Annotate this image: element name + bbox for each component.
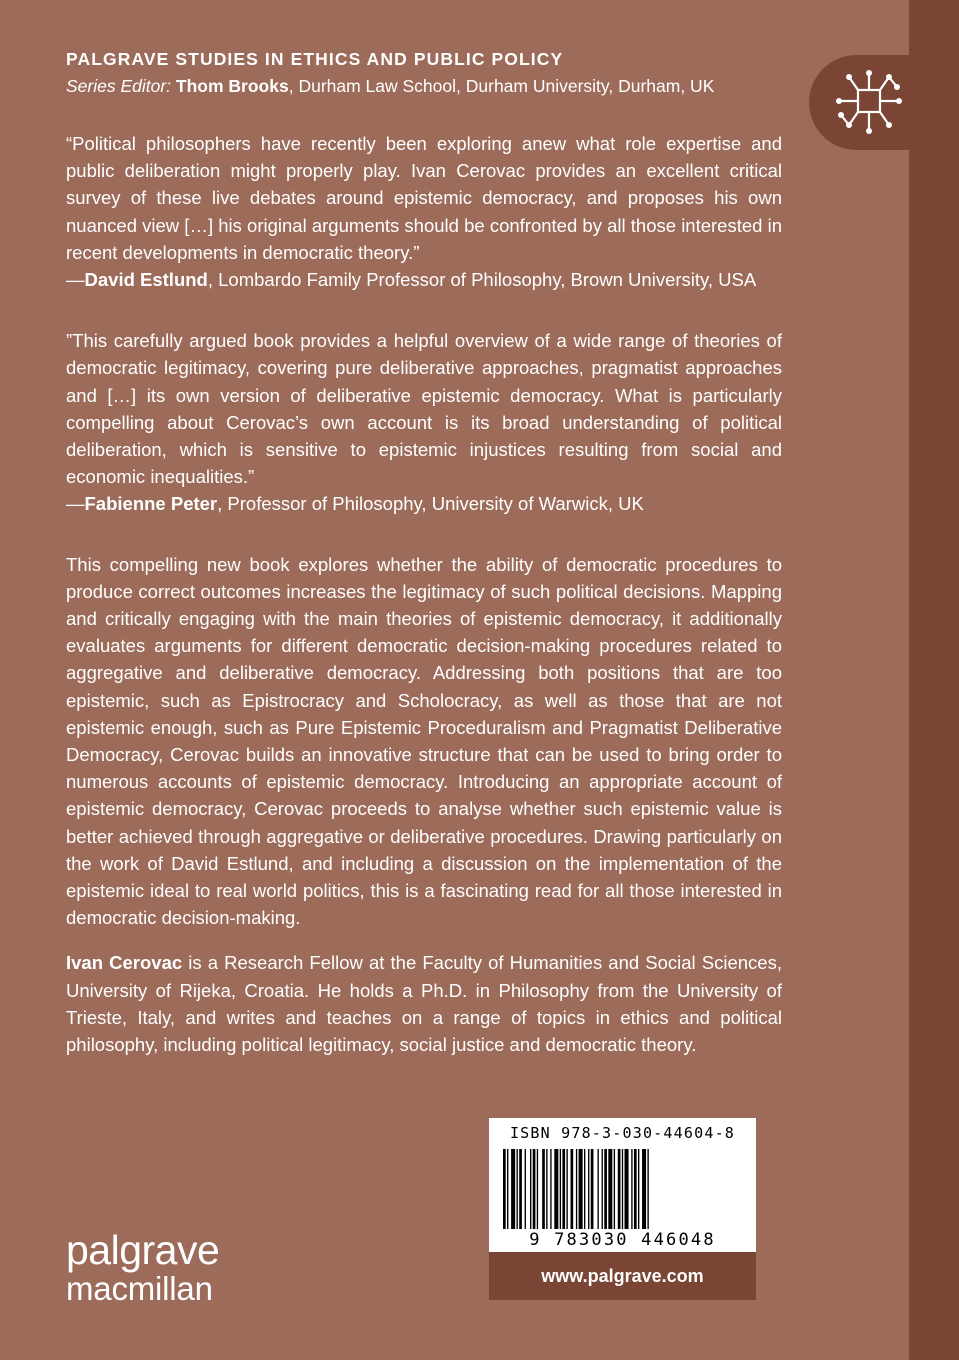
publisher-logo-line-2: macmillan bbox=[66, 1270, 213, 1307]
author-name: Ivan Cerovac bbox=[66, 952, 183, 974]
endorser-name: Fabienne Peter bbox=[84, 493, 218, 515]
publisher-logo-line-1: palgrave bbox=[66, 1227, 220, 1273]
book-description: This compelling new book explores whether the ability of democratic procedures to produce correct outcomes increases the legitimacy of such political decisions. Mapping and critically engaging with the main theories of epistemic democracy, it additionally evaluates arguments for different democratic decision-making procedures related to aggregative and deliberative democracy. Addressing both positions that are too epistemic, such as Epistrocracy and Scholocracy, as well as those that are not epistemic enough, such as Pure Epistemic Proceduralism and Pragmatist Deliberative Democracy, Cerovac builds an innovative structure that can be used to bring order to numerous accounts of epistemic democracy. Introducing an appropriate account of epistemic democracy, Cerovac proceeds to analyse whether such epistemic value is better achieved through aggregative or deliberative procedures. Drawing particularly on the work of David Estlund, and including a discussion on the implementation of the epistemic ideal to real world politics, this is a fascinating read for all those interested in democratic decision-making. bbox=[66, 553, 782, 929]
network-node-icon bbox=[831, 65, 911, 141]
isbn-text: ISBN 978-3-030-44604-8 bbox=[509, 1124, 736, 1142]
endorsement-attribution-2 bbox=[66, 490, 782, 517]
series-title: PALGRAVE STUDIES IN ETHICS AND PUBLIC POLICY bbox=[66, 49, 564, 69]
barcode-icon bbox=[503, 1149, 742, 1229]
series-editor-affiliation: , Durham Law School, Durham University, Durham, UK bbox=[288, 76, 715, 96]
back-cover-text bbox=[66, 46, 782, 1058]
attribution-dash: — bbox=[66, 493, 85, 515]
barcode-box bbox=[489, 1118, 756, 1252]
endorsement-quote-1: “Political philosophers have recently been exploring anew what role expertise and public deliberation might properly play. Ivan Cerovac provides an excellent critical survey of these live debates around epistemic democracy, and proposes his own nuanced view […] his original arguments should be confronted by all those interested in recent developments in democratic theory.” bbox=[66, 133, 782, 263]
endorser-affiliation: , Professor of Philosophy, University of Warwick, UK bbox=[217, 493, 644, 515]
author-bio-text: is a Research Fellow at the Faculty of Humanities and Social Sciences, University of Rijeka, Croatia. He holds a Ph.D. in Philosophy from the University of Trieste, Italy, and writes and teaches on a range of topics in ethics and political philosophy, including political legitimacy, social justice and democratic theory. bbox=[66, 952, 782, 1056]
publisher-website: www.palgrave.com bbox=[489, 1252, 756, 1300]
endorsement-attribution-1 bbox=[66, 266, 782, 293]
endorser-name: David Estlund bbox=[84, 269, 208, 291]
endorsement-quote-2: ”This carefully argued book provides a helpful overview of a wide range of theories of democratic legitimacy, covering pure deliberative approaches, pragmatist approaches and […] its own version of deliberative epistemic democracy. What is particularly compelling about Cerovac’s own account is its broad understanding of political deliberation, which is sensitive to epistemic injustices resulting from social and economic inequalities.” bbox=[66, 330, 782, 488]
author-bio bbox=[66, 949, 782, 1058]
series-logo-tab bbox=[809, 55, 959, 150]
spine-band bbox=[909, 0, 959, 1360]
series-editor bbox=[66, 72, 782, 100]
series-editor-name: Thom Brooks bbox=[175, 76, 289, 96]
endorser-affiliation: , Lombardo Family Professor of Philosophy, Brown University, USA bbox=[207, 269, 757, 291]
attribution-dash: — bbox=[66, 269, 85, 291]
barcode-digits: 9 783030 446048 bbox=[529, 1230, 716, 1250]
series-editor-label: Series Editor: bbox=[66, 76, 172, 96]
publisher-logo bbox=[66, 1227, 220, 1308]
